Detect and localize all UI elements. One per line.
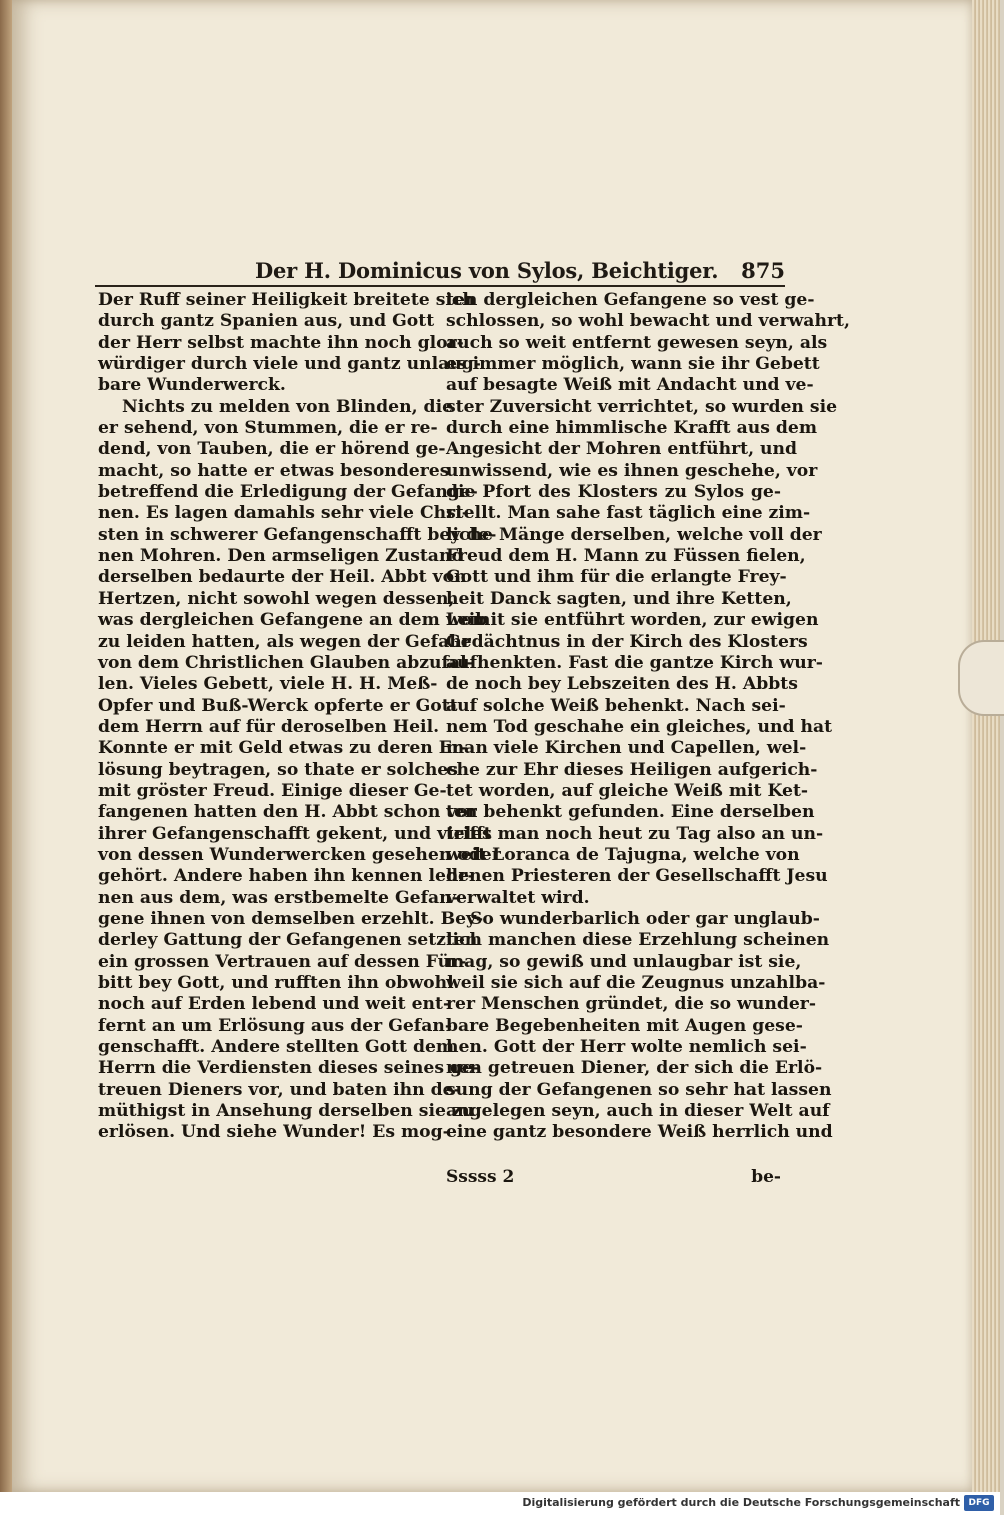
text-line: weil sie sich auf die Zeugnus unzahlba- [446,973,826,993]
text-line: es immer möglich, wann sie ihr Gebett [446,354,820,375]
page-edges [972,0,1000,1492]
text-line: derselben bedaurte der Heil. Abbt von [98,567,467,588]
text-line: von dessen Wunderwercken gesehen oder [98,844,501,865]
text-line: zu leiden hatten, als wegen der Gefahr [98,631,471,652]
text-line: erlösen. Und siehe Wunder! Es mog- [98,1122,450,1143]
text-line: che zur Ehr dieses Heiligen aufgerich- [446,759,818,780]
text-line: nen getreuen Diener, der sich die Erlö- [446,1058,823,1079]
text-line: auf solche Weiß behenkt. Nach sei- [446,695,786,716]
text-line: lösung beytragen, so thate er solches [98,759,458,780]
text-line: die Pfort des Klosters zu Sylos ge- [446,482,781,503]
running-title: Der H. Dominicus von Sylos, Beichtiger. [255,258,719,283]
text-line: verwaltet wird. [446,887,590,908]
text-line: heit Danck sagten, und ihre Ketten, [446,588,792,609]
text-line: Der Ruff seiner Heiligkeit breitete sich [98,290,475,310]
text-line: unwissend, wie es ihnen geschehe, vor [446,460,818,481]
text-line: rer Menschen gründet, die so wunder- [446,994,816,1015]
text-line: eine gantz besondere Weiß herrlich und [446,1122,833,1143]
text-line: dem Herrn auf für deroselben Heil. [98,716,440,737]
page-number: 875 [741,258,785,283]
text-line: denen Priesteren der Gesellschafft Jesu [446,866,828,887]
text-line: mag, so gewiß und unlaugbar ist sie, [446,951,802,972]
text-line: genschafft. Andere stellten Gott dem [98,1037,455,1058]
text-line: nen Mohren. Den armseligen Zustand [98,546,464,567]
text-line: müthigst in Ansehung derselben sie zu [98,1101,475,1122]
text-line: von dem Christlichen Glauben abzufal- [98,652,474,673]
signature-mark: Sssss 2 [446,1167,515,1187]
text-line: bitt bey Gott, und rufften ihn obwohl [98,973,454,993]
text-line: der Herr selbst machte ihn noch glor- [98,332,464,353]
text-line: hen. Gott der Herr wolte nemlich sei- [446,1037,807,1058]
text-line: er sehend, von Stummen, die er re- [98,418,438,439]
text-line: ster Zuversicht verrichtet, so wurden sie [446,396,838,417]
text-line: So wunderbarlich oder gar unglaub- [470,908,820,929]
text-line: durch gantz Spanien aus, und Gott [98,311,435,332]
text-line: tet worden, auf gleiche Weiß mit Ket- [446,780,809,801]
text-line: noch auf Erden lebend und weit ent- [98,994,451,1015]
text-line: ihrer Gefangenschafft gekent, und vieles [98,823,492,844]
page-foot [446,1167,781,1189]
text-line: nem Tod geschahe ein gleiches, und hat [446,716,833,737]
running-header [95,258,785,282]
text-line: de noch bey Lebszeiten des H. Abbts [446,674,798,695]
text-line: treuen Dieners vor, und baten ihn de- [98,1079,461,1100]
catchword: be- [751,1167,781,1187]
text-line: angelegen seyn, auch in dieser Welt auf [446,1101,830,1122]
text-line: auf besagte Weiß mit Andacht und ve- [446,375,814,396]
text-column-right [446,290,850,1144]
text-line: Gedächtnus in der Kirch des Klosters [446,631,808,652]
text-line: bare Begebenheiten mit Augen gese- [446,1015,803,1036]
text-line: lich manchen diese Erzehlung scheinen [446,930,830,951]
header-rule [95,285,785,287]
text-line: sten in schwerer Gefangenschafft bey de- [98,524,497,545]
text-line: ten dergleichen Gefangene so vest ge- [446,290,815,310]
text-line: weit Loranca de Tajugna, welche von [446,844,800,865]
text-line: derley Gattung der Gefangenen setzten [98,930,478,951]
text-line: mit gröster Freud. Einige dieser Ge- [98,780,447,801]
text-line: stellt. Man sahe fast täglich eine zim- [446,503,811,524]
text-line: womit sie entführt worden, zur ewigen [446,610,819,631]
text-line: Angesicht der Mohren entführt, und [446,439,798,460]
text-line: gene ihnen von demselben erzehlt. Bey- [98,908,484,929]
text-line: gehört. Andere haben ihn kennen lehr- [98,866,475,887]
text-line: nen aus dem, was erstbemelte Gefan- [98,887,459,908]
page-clip-marker [958,640,1004,716]
text-line: dend, von Tauben, die er hörend ge- [98,439,446,460]
text-line: man viele Kirchen und Capellen, wel- [446,738,807,759]
text-line: würdiger durch viele und gantz unlaug- [98,354,481,375]
text-line: bare Wunderwerck. [98,375,286,396]
text-line: Gott und ihm für die erlangte Frey- [446,567,787,588]
text-line: ten behenkt gefunden. Eine derselben [446,802,815,823]
dfg-logo-icon: DFG [964,1495,994,1511]
text-line: Herrn die Verdiensten dieses seines ge- [98,1058,481,1079]
text-line: Opfer und Buß-Werck opferte er Gott [98,695,458,716]
text-line: fangenen hatten den H. Abbt schon vor [98,802,477,823]
text-line: auch so weit entfernt gewesen seyn, als [446,332,828,353]
text-line: schlossen, so wohl bewacht und verwahrt, [446,311,850,332]
text-line: fernt an um Erlösung aus der Gefan- [98,1015,452,1036]
text-line: trifft man noch heut zu Tag also an un- [446,823,824,844]
text-line: durch eine himmlische Krafft aus dem [446,418,817,439]
viewer-footer [0,1492,1000,1515]
text-line: Freud dem H. Mann zu Füssen fielen, [446,546,806,567]
text-column-left [98,290,501,1144]
text-line: aufhenkten. Fast die gantze Kirch wur- [446,652,823,673]
text-line: len. Vieles Gebett, viele H. H. Meß- [98,674,438,695]
text-line: was dergleichen Gefangene an dem Leib [98,610,488,631]
text-line: Hertzen, nicht sowohl wegen dessen, [98,588,455,609]
text-line: liche Mänge derselben, welche voll der [446,524,822,545]
text-line: ein grossen Vertrauen auf dessen Für- [98,951,467,972]
text-line: nen. Es lagen damahls sehr viele Chri- [98,503,469,524]
text-line: Nichts zu melden von Blinden, die [122,396,454,417]
text-line: betreffend die Erledigung der Gefange- [98,482,478,503]
text-line: sung der Gefangenen so sehr hat lassen [446,1079,832,1100]
text-line: Konnte er mit Geld etwas zu deren Er- [98,738,469,759]
funding-credit: Digitalisierung gefördert durch die Deutsche Forschungsgemeinschaft [522,1496,960,1509]
text-line: macht, so hatte er etwas besonderes [98,460,450,481]
